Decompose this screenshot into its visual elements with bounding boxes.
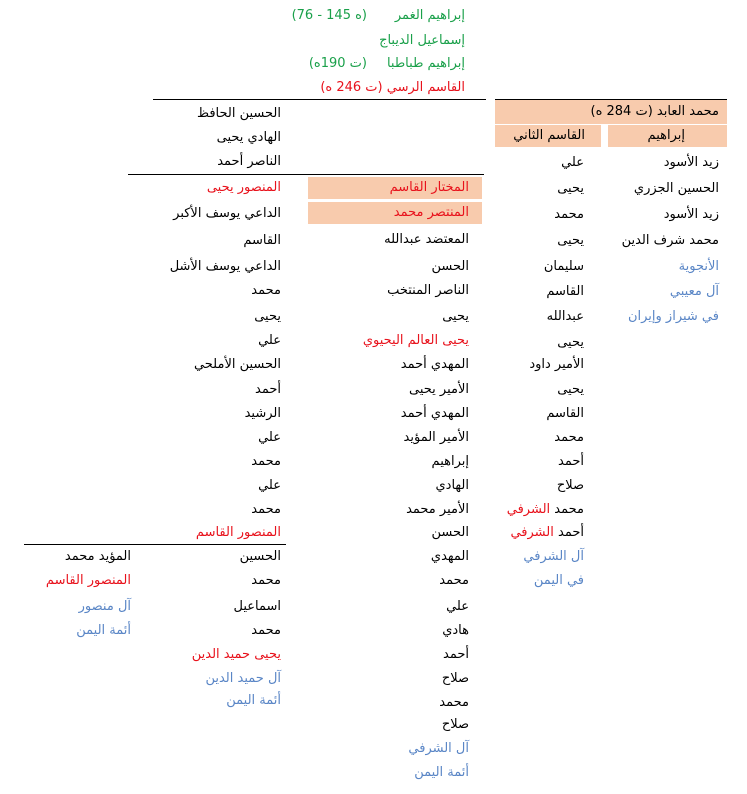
imam-name: يحيى العالم اليحيوي [362, 333, 469, 348]
family-label: آل الشرفي [523, 549, 584, 564]
ancestor-name: إبراهيم طباطبا [386, 56, 465, 71]
person-name [507, 500, 584, 520]
family-label: آل منصور [78, 599, 131, 614]
person-name: إبراهيم [431, 454, 469, 469]
branch-divider [24, 544, 286, 545]
person-name: المعتضد عبدالله [384, 232, 469, 247]
person-name: أحمد [558, 454, 584, 469]
person-name: القاسم [546, 406, 584, 421]
person-name: صلاح [556, 478, 584, 493]
person-name: أحمد [443, 647, 469, 662]
person-name: الأمير داود [529, 357, 584, 372]
person-name: زيد الأسود [663, 155, 719, 170]
person-name: محمد [251, 623, 281, 638]
imam-name: المنصور القاسم [45, 573, 131, 588]
person-name: زيد الأسود [663, 207, 719, 222]
person-name: الهادي [435, 478, 469, 493]
person-name: المهدي أحمد [400, 357, 469, 372]
person-name: علي [446, 599, 469, 614]
person-name: محمد [554, 207, 584, 222]
family-label: الأنجوية [678, 259, 719, 274]
person-name: المهدي أحمد [400, 406, 469, 421]
person-name: الحسن [431, 525, 469, 540]
column-header: القاسم الثاني [513, 128, 585, 143]
imam-name: المنتصر محمد [393, 205, 469, 220]
person-name-suffix: الشرفي [506, 502, 551, 517]
imam-name: المنصور القاسم [195, 525, 281, 540]
family-label: آل معيبي [669, 284, 719, 299]
person-name: الحسين الجزري [633, 181, 719, 196]
person-name: محمد [251, 454, 281, 469]
person-name: يحيى [442, 309, 469, 324]
person-name: الحسين [239, 549, 281, 564]
person-name: يحيى [557, 335, 584, 350]
branch-divider [153, 99, 486, 100]
ancestor-dates: (ت 190ه) [308, 56, 367, 71]
person-name: الحسن [431, 259, 469, 274]
branch-divider [128, 174, 484, 175]
person-name [510, 523, 584, 543]
person-name: اسماعيل [233, 599, 281, 614]
person-name: يحيى [557, 233, 584, 248]
person-name: علي [258, 333, 281, 348]
person-name: الرشيد [244, 406, 281, 421]
person-name: الأمير يحيى [409, 382, 469, 397]
ancestor-dates: (ه 145 - 76) [291, 8, 367, 23]
person-name: هادي [442, 623, 469, 638]
person-name: المؤيد محمد [64, 549, 131, 564]
person-name: يحيى [557, 181, 584, 196]
family-label: أئمة اليمن [226, 693, 281, 708]
person-name: محمد [251, 502, 281, 517]
person-name: الحسين الأملحي [193, 357, 281, 372]
person-name: محمد [251, 573, 281, 588]
person-name: سليمان [543, 259, 584, 274]
person-name: أحمد [255, 382, 281, 397]
person-name: يحيى [254, 309, 281, 324]
person-name: يحيى [557, 382, 584, 397]
person-name: محمد [554, 430, 584, 445]
column-header: إبراهيم [647, 128, 685, 143]
person-name: المهدي [430, 549, 469, 564]
person-name-base: محمد [554, 502, 584, 517]
family-label: أئمة اليمن [414, 765, 469, 780]
person-name: الأمير محمد [406, 502, 469, 517]
person-name: محمد [439, 695, 469, 710]
person-name: محمد [439, 573, 469, 588]
person-name: الهادي يحيى [216, 130, 281, 145]
ancestor-name: إسماعيل الديباج [379, 33, 465, 48]
person-name: الأمير المؤيد [403, 430, 469, 445]
person-name: الناصر المنتخب [387, 283, 469, 298]
imam-name: المختار القاسم [389, 180, 469, 195]
family-label: آل الشرفي [408, 741, 469, 756]
person-name: القاسم [546, 284, 584, 299]
person-name: صلاح [441, 671, 469, 686]
branch-title: محمد العابد (ت 284 ه) [590, 104, 719, 119]
person-name: محمد [251, 283, 281, 298]
person-name: الداعي يوسف الأشل [169, 259, 281, 274]
ancestor-name: إبراهيم الغمر [394, 8, 465, 23]
person-name-base: أحمد [558, 525, 584, 540]
family-label: في اليمن [533, 573, 584, 588]
family-label: أئمة اليمن [76, 623, 131, 638]
ancestor-name: القاسم الرسي (ت 246 ه) [320, 80, 465, 95]
imam-name: يحيى حميد الدين [191, 647, 281, 662]
person-name: الداعي يوسف الأكبر [173, 206, 281, 221]
person-name: علي [258, 478, 281, 493]
person-name: الناصر أحمد [217, 154, 281, 169]
family-label: آل حميد الدين [205, 671, 281, 686]
person-name: القاسم [243, 233, 281, 248]
person-name: علي [258, 430, 281, 445]
person-name: محمد شرف الدين [621, 233, 719, 248]
family-label: في شيراز وإيران [627, 309, 719, 324]
person-name: عبدالله [546, 309, 584, 324]
person-name: علي [561, 155, 584, 170]
imam-name: المنصور يحيى [206, 180, 281, 195]
person-name: الحسين الحافظ [197, 106, 281, 121]
person-name-suffix: الشرفي [510, 525, 554, 540]
person-name: صلاح [441, 717, 469, 732]
